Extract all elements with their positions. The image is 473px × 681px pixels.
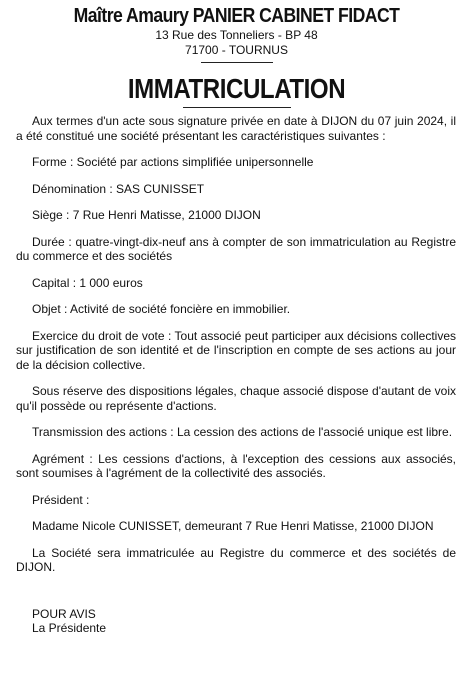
immatriculation-line: La Société sera immatriculée au Registre du commerce et des sociétés de DIJON.: [16, 545, 456, 574]
objet-line: Objet : Activité de société foncière en immobilier.: [32, 302, 291, 316]
siege-line: Siège : 7 Rue Henri Matisse, 21000 DIJON: [32, 208, 261, 222]
address-line-2: 71700 - TOURNUS: [185, 43, 288, 57]
president-label: Président :: [32, 492, 90, 507]
signatory-label: La Présidente: [32, 621, 107, 635]
transmission-line: Transmission des actions : La cession des actions de l'associé unique est libre.: [32, 425, 453, 439]
cabinet-name: Maître Amaury PANIER CABINET FIDACT: [73, 5, 400, 27]
denomination-line: Dénomination : SAS CUNISSET: [32, 181, 205, 196]
pour-avis-label: POUR AVIS: [32, 606, 96, 621]
address-line-1: 13 Rue des Tonneliers - BP 48: [155, 28, 318, 42]
notice-body: [16, 114, 456, 636]
duree-paragraph: Durée : quatre-vingt-dix-neuf ans à compter de son immatriculation au Registre du commerce et des sociétés: [16, 234, 456, 263]
notice-title: IMMATRICULATION: [127, 73, 346, 104]
signoff-block: [16, 607, 456, 636]
legal-notice: [0, 4, 473, 636]
title-divider: [183, 107, 291, 108]
header-divider: [201, 62, 273, 63]
voix-paragraph: Sous réserve des dispositions légales, chaque associé dispose d'autant de voix qu'il possède ou représente d'actions.: [16, 384, 456, 413]
president-name-line: Madame Nicole CUNISSET, demeurant 7 Rue Henri Matisse, 21000 DIJON: [32, 519, 434, 533]
notice-header: [17, 4, 456, 108]
capital-line: Capital : 1 000 euros: [32, 275, 143, 290]
droit-de-vote-paragraph: Exercice du droit de vote : Tout associé peut participer aux décisions collectives sur justification de son identité et de l'inscription en compte de ses actions au jour de la décision collective.: [16, 328, 456, 372]
forme-line: Forme : Société par actions simplifiée unipersonnelle: [32, 155, 314, 169]
agrement-paragraph: Agrément : Les cessions d'actions, à l'exception des cessions aux associés, sont soumises à l'agrément de la collectivité des associés.: [16, 451, 456, 480]
intro-paragraph: Aux termes d'un acte sous signature privée en date à DIJON du 07 juin 2024, il a été constitué une société présentant les caractéristiques suivantes :: [16, 114, 456, 143]
